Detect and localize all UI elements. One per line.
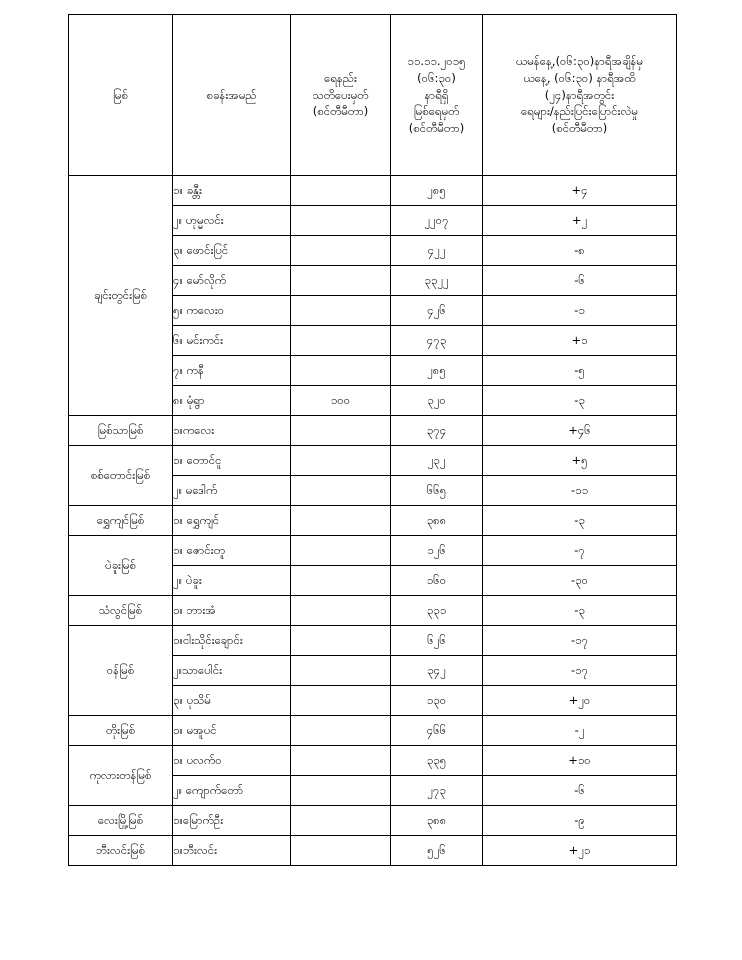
river-name-cell: ကုလားတန်မြစ် [69,746,173,806]
change-cell: -၉ [483,806,677,836]
change-cell: -၆ [483,776,677,806]
danger-level-cell [291,596,391,626]
danger-level-cell [291,806,391,836]
header-danger-line-3: (စင်တီမီတာ) [312,104,369,119]
station-name-cell: ၃။ ပုသိမ် [173,686,291,716]
table-row [69,416,677,446]
header-change-line-3: (၂၄)နာရီအတွင်း [544,87,615,102]
danger-level-cell [291,746,391,776]
river-water-level-table [68,14,677,866]
water-level-cell: ၆၂၆ [391,626,483,656]
danger-level-cell [291,356,391,386]
water-level-cell: ၅၂၆ [391,836,483,866]
station-name-cell: ၁။ဘီးလင်း [173,836,291,866]
header-danger-line-1: ရေနည်း [324,70,357,85]
station-name-cell: ၂။သာပေါင်း [173,656,291,686]
table-row [69,446,677,476]
station-name-cell: ၁။ ပလက်ဝ [173,746,291,776]
water-level-cell: ၂၂၀၇ [391,206,483,236]
station-name-cell: ၂။ မဒေါက် [173,476,291,506]
table-row [69,536,677,566]
change-cell: -၃ [483,386,677,416]
change-cell: -၆ [483,266,677,296]
change-cell: -၃ [483,596,677,626]
header-river-text: မြစ် [113,87,128,102]
change-cell: -၅ [483,356,677,386]
table-body [69,176,677,866]
river-name-cell: ချင်းတွင်းမြစ် [69,176,173,416]
station-name-cell: ၁။မြောက်ဦး [173,806,291,836]
river-name-cell: စစ်တောင်းမြစ် [69,446,173,506]
station-name-cell: ၇။ ကနီ [173,356,291,386]
danger-level-cell [291,716,391,746]
change-cell: -၇ [483,536,677,566]
table-row [69,806,677,836]
water-level-cell: ၄၇၃ [391,326,483,356]
river-name-cell: တိုးမြစ် [69,716,173,746]
change-cell: +၂၀ [483,686,677,716]
danger-level-cell [291,176,391,206]
table-row [69,596,677,626]
station-name-cell: ၁။ ဘားအံ [173,596,291,626]
water-level-cell: ၃၃၁ [391,596,483,626]
column-header-station [173,15,291,176]
river-name-cell: ဘီးလင်းမြစ် [69,836,173,866]
header-water-line-3: နာရီရှိ [424,87,449,102]
river-name-cell: ပဲခူးမြစ် [69,536,173,596]
water-level-cell: ၃၈၈ [391,506,483,536]
change-cell: -၃ [483,506,677,536]
danger-level-cell [291,326,391,356]
danger-level-cell [291,236,391,266]
station-name-cell: ၄။ မော်လိုက် [173,266,291,296]
header-change-line-2: ယနေ့, (၀၆:၃၀) နာရီအထိ [523,70,636,85]
change-cell: -၁၇ [483,626,677,656]
river-name-cell: မြစ်သာမြစ် [69,416,173,446]
water-level-cell: ၆၆၅ [391,476,483,506]
water-level-cell: ၃၄၂ [391,656,483,686]
river-name-cell: ရွှေကျင်မြစ် [69,506,173,536]
water-level-cell: ၄၂၆ [391,296,483,326]
danger-level-cell [291,536,391,566]
header-water-line-1: ၁၁.၁၁.၂၀၁၅ [407,54,466,69]
danger-level-cell [291,836,391,866]
table-header [69,15,677,176]
change-cell: -၁၇ [483,656,677,686]
danger-level-cell [291,566,391,596]
station-name-cell: ၂။ ပဲခူး [173,566,291,596]
change-cell: +၄၆ [483,416,677,446]
header-station-text: စခန်းအမည် [206,87,257,102]
danger-level-cell [291,446,391,476]
station-name-cell: ၁။ ဇောင်းတူ [173,536,291,566]
river-name-cell: လေးမြို့မြစ် [69,806,173,836]
change-cell: +၂၁ [483,836,677,866]
header-change-line-4: ရေများ/နည်းပြင်းပြောင်းလဲမှု [521,104,638,119]
header-row [69,15,677,176]
change-cell: -၈ [483,236,677,266]
river-name-cell: ဝန်မြစ် [69,626,173,716]
danger-level-cell: ၁၀၀ [291,386,391,416]
danger-level-cell [291,656,391,686]
table-row [69,176,677,206]
change-cell: -၁ [483,296,677,326]
station-name-cell: ၅။ ကလေးဝ [173,296,291,326]
station-name-cell: ၁။ တောင်ငူ [173,446,291,476]
change-cell: +၁၀ [483,746,677,776]
column-header-danger-level [291,15,391,176]
station-name-cell: ၁။ မအူပင် [173,716,291,746]
danger-level-cell [291,266,391,296]
change-cell: +၅ [483,446,677,476]
danger-level-cell [291,506,391,536]
station-name-cell: ၆။ မင်းကင်း [173,326,291,356]
station-name-cell: ၁။ကလေး [173,416,291,446]
column-header-water-level [391,15,483,176]
change-cell: -၃၀ [483,566,677,596]
table-row [69,836,677,866]
change-cell: +၄ [483,176,677,206]
water-level-cell: ၁၆၀ [391,566,483,596]
table-row [69,716,677,746]
water-level-cell: ၁၂၆ [391,536,483,566]
station-name-cell: ၂။ ကျောက်တော် [173,776,291,806]
column-header-change [483,15,677,176]
station-name-cell: ၃။ ဖောင်းပြင် [173,236,291,266]
danger-level-cell [291,296,391,326]
header-danger-line-2: သတိပေးမှတ် [312,87,369,102]
change-cell: -၁၁ [483,476,677,506]
water-level-cell: ၃၇၄ [391,416,483,446]
column-header-river [69,15,173,176]
water-level-cell: ၂၃၂ [391,446,483,476]
water-level-cell: ၂၈၅ [391,356,483,386]
water-level-cell: ၄၂၂ [391,236,483,266]
water-level-cell: ၃၃၅ [391,746,483,776]
table-row [69,506,677,536]
change-cell: +၁ [483,326,677,356]
station-name-cell: ၁။ ရွှေကျင် [173,506,291,536]
water-level-cell: ၁၃၀ [391,686,483,716]
river-name-cell: သံလွင်မြစ် [69,596,173,626]
header-water-line-4: မြစ်ရေမှတ် [413,104,460,119]
station-name-cell: ၁။ငါးသိုင်းချောင်း [173,626,291,656]
station-name-cell: ၁။ ခန္တီး [173,176,291,206]
header-change-line-5: (စင်တီမီတာ) [551,121,608,135]
station-name-cell: ၂။ ဟုမ္မလင်း [173,206,291,236]
header-water-line-5: (စင်တီမီတာ) [408,121,465,135]
water-level-cell: ၄၆၆ [391,716,483,746]
table-row [69,746,677,776]
table-row [69,626,677,656]
water-level-cell: ၃၃၂၂ [391,266,483,296]
header-change-line-1: ယမန်နေ့,(၀၆:၃၀)နာရီအချိန်မှ [516,54,643,69]
water-level-cell: ၂၈၅ [391,176,483,206]
water-level-cell: ၃၈၈ [391,806,483,836]
change-cell: -၂ [483,716,677,746]
danger-level-cell [291,476,391,506]
change-cell: +၂ [483,206,677,236]
danger-level-cell [291,416,391,446]
water-level-cell: ၂၇၃ [391,776,483,806]
danger-level-cell [291,686,391,716]
water-level-cell: ၃၂၀ [391,386,483,416]
danger-level-cell [291,206,391,236]
station-name-cell: ၈။ မုံရွာ [173,386,291,416]
danger-level-cell [291,626,391,656]
danger-level-cell [291,776,391,806]
header-water-line-2: (၀၆:၃၀) [417,70,456,85]
